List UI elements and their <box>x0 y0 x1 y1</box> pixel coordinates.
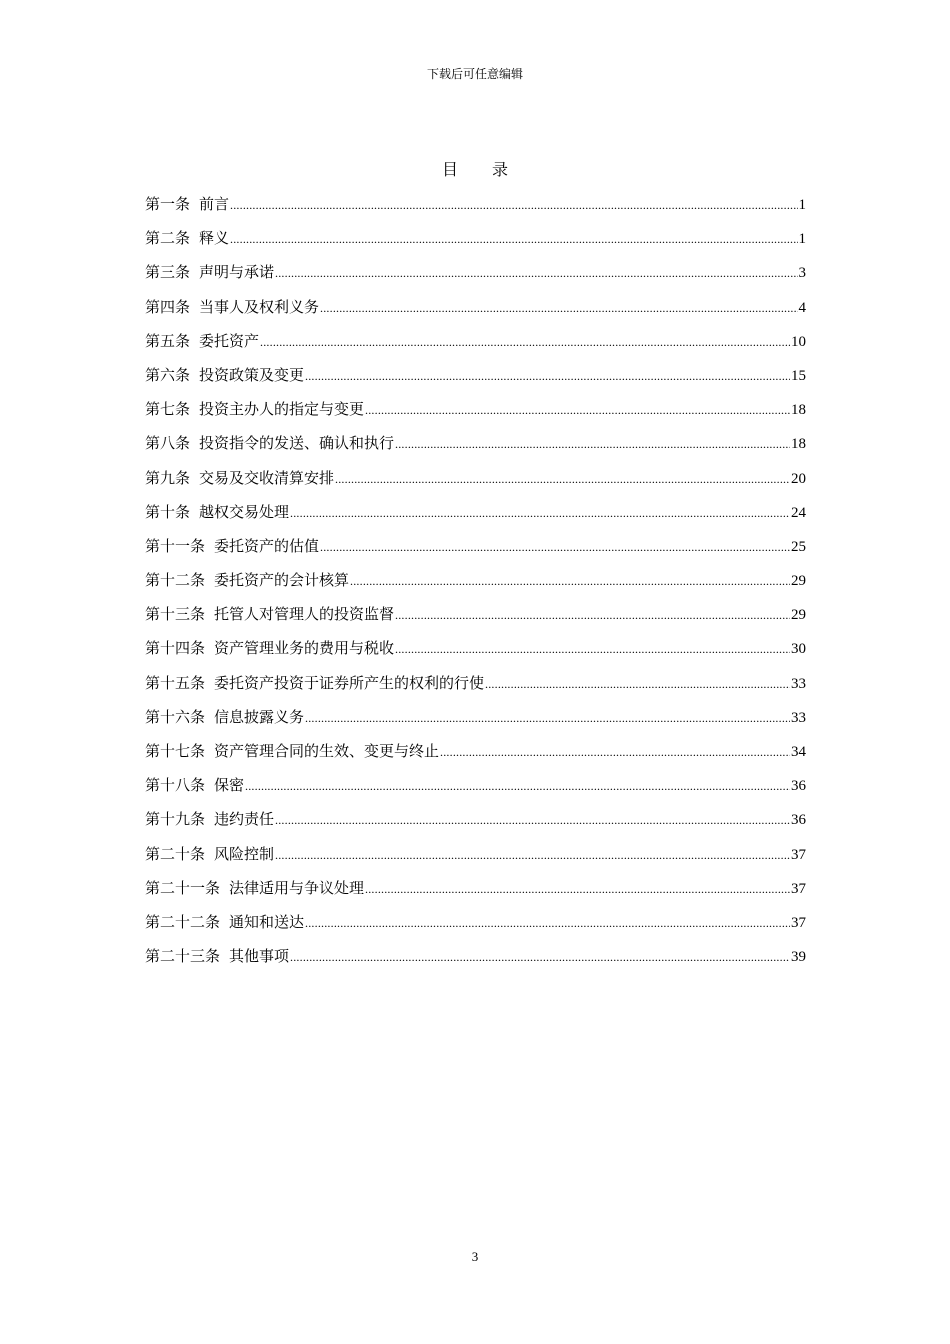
toc-item-page: 1 <box>798 231 806 248</box>
toc-title-left: 目 <box>441 162 458 179</box>
toc-leader-dots <box>275 262 797 284</box>
toc-item[interactable] <box>145 468 806 502</box>
toc-item[interactable] <box>145 809 806 843</box>
toc-item-title: 交易及交收清算安排 <box>199 470 335 487</box>
toc-leader-dots <box>320 536 790 558</box>
toc-item-page: 4 <box>798 299 806 316</box>
header-note: 下载后可任意编辑 <box>426 67 523 81</box>
toc-item-page: 24 <box>791 504 806 521</box>
toc-item-page: 33 <box>791 675 806 692</box>
toc-leader-dots <box>275 844 790 866</box>
toc-item-title: 投资主办人的指定与变更 <box>199 402 365 419</box>
toc-item-title: 声明与承诺 <box>199 265 275 282</box>
toc-item[interactable] <box>145 433 806 467</box>
toc-leader-dots <box>290 946 790 968</box>
toc-item-number: 第一条 <box>145 197 191 213</box>
toc-item-number: 第十八条 <box>145 778 206 795</box>
toc-item-title: 法律适用与争议处理 <box>229 880 365 897</box>
toc-item-number: 第八条 <box>145 436 191 453</box>
toc-item[interactable] <box>145 946 806 980</box>
toc-item[interactable] <box>145 331 806 365</box>
toc-item-number: 第三条 <box>145 265 191 282</box>
toc-item-number: 第二十二条 <box>145 914 221 931</box>
toc-item-number: 第十九条 <box>145 812 206 829</box>
toc-item-title: 其他事项 <box>229 949 290 966</box>
toc-item-number: 第六条 <box>145 367 191 384</box>
toc-leader-dots <box>440 741 790 763</box>
toc-item[interactable] <box>145 638 806 672</box>
toc-item-number: 第十二条 <box>145 573 206 590</box>
toc-item-number: 第二十三条 <box>145 949 221 966</box>
toc-leader-dots <box>305 707 790 729</box>
toc-leader-dots <box>350 570 790 592</box>
toc-leader-dots <box>245 775 790 797</box>
toc-item-number: 第十七条 <box>145 744 206 760</box>
toc-item-number: 第十一条 <box>145 538 206 555</box>
page-number: 3 <box>471 1249 479 1264</box>
toc-item-page: 18 <box>791 436 806 453</box>
toc-item[interactable] <box>145 365 806 399</box>
toc-item-page: 15 <box>791 367 806 384</box>
toc-item[interactable] <box>145 878 806 912</box>
toc-item[interactable] <box>145 194 806 228</box>
toc-item-page: 37 <box>791 846 806 863</box>
toc-item-number: 第九条 <box>145 470 191 487</box>
toc-item-title: 违约责任 <box>214 812 275 829</box>
toc-leader-dots <box>230 228 797 250</box>
toc-item-page: 25 <box>791 538 806 555</box>
toc-leader-dots <box>260 331 790 353</box>
toc-list <box>145 194 806 980</box>
toc-item[interactable] <box>145 570 806 604</box>
toc-item-page: 20 <box>791 470 806 487</box>
toc-item-page: 34 <box>791 744 806 760</box>
toc-title-right: 录 <box>492 162 509 179</box>
toc-item-number: 第七条 <box>145 402 191 419</box>
toc-item-page: 37 <box>791 914 806 931</box>
toc-leader-dots <box>485 673 790 695</box>
toc-item[interactable] <box>145 228 806 262</box>
toc-item-title: 委托资产的估值 <box>214 538 320 555</box>
toc-item-title: 前言 <box>199 197 230 213</box>
toc-item-number: 第十五条 <box>145 675 206 692</box>
toc-item[interactable] <box>145 673 806 707</box>
toc-item-title: 资产管理合同的生效、变更与终止 <box>214 744 440 760</box>
toc-item-title: 保密 <box>214 778 245 795</box>
toc-item-title: 越权交易处理 <box>199 504 290 521</box>
toc-item[interactable] <box>145 262 806 296</box>
toc-item-number: 第十条 <box>145 504 191 521</box>
toc-leader-dots <box>290 502 790 524</box>
toc-item-title: 释义 <box>199 231 230 248</box>
toc-item[interactable] <box>145 707 806 741</box>
toc-item-page: 10 <box>791 333 806 350</box>
toc-item-page: 36 <box>791 778 806 795</box>
toc-leader-dots <box>275 809 790 831</box>
toc-item[interactable] <box>145 604 806 638</box>
toc-item-number: 第二十条 <box>145 846 206 863</box>
toc-item[interactable] <box>145 297 806 331</box>
toc-item-title: 投资政策及变更 <box>199 367 305 384</box>
toc-leader-dots <box>320 297 797 319</box>
toc-item-page: 3 <box>798 265 806 282</box>
toc-item-title: 投资指令的发送、确认和执行 <box>199 436 395 453</box>
toc-leader-dots <box>365 878 790 900</box>
toc-item-page: 36 <box>791 812 806 829</box>
toc-leader-dots <box>395 433 790 455</box>
toc-leader-dots <box>305 365 790 387</box>
toc-item-page: 29 <box>791 607 806 624</box>
toc-item[interactable] <box>145 912 806 946</box>
toc-item-page: 18 <box>791 402 806 419</box>
toc-item-page: 39 <box>791 949 806 966</box>
toc-item-page: 37 <box>791 880 806 897</box>
toc-item-number: 第五条 <box>145 333 191 350</box>
toc-item-title: 信息披露义务 <box>214 709 305 726</box>
toc-item-number: 第十四条 <box>145 641 206 658</box>
toc-item-page: 30 <box>791 641 806 658</box>
toc-item-title: 委托资产投资于证券所产生的权利的行使 <box>214 675 485 692</box>
toc-item-title: 资产管理业务的费用与税收 <box>214 641 395 658</box>
toc-item[interactable] <box>145 844 806 878</box>
toc-leader-dots <box>305 912 790 934</box>
toc-leader-dots <box>365 399 790 421</box>
toc-item[interactable] <box>145 399 806 433</box>
toc-item-number: 第四条 <box>145 299 191 316</box>
toc-item-number: 第十三条 <box>145 607 206 624</box>
toc-leader-dots <box>335 468 790 490</box>
toc-item-number: 第二十一条 <box>145 880 221 897</box>
toc-item-title: 风险控制 <box>214 846 275 863</box>
toc-item[interactable] <box>145 741 806 775</box>
toc-item-title: 委托资产 <box>199 333 260 350</box>
toc-item[interactable] <box>145 502 806 536</box>
toc-title <box>0 160 950 182</box>
toc-item[interactable] <box>145 536 806 570</box>
toc-item[interactable] <box>145 775 806 809</box>
toc-leader-dots <box>230 194 797 216</box>
toc-item-page: 33 <box>791 709 806 726</box>
toc-item-title: 托管人对管理人的投资监督 <box>214 607 395 624</box>
toc-item-title: 当事人及权利义务 <box>199 299 320 316</box>
toc-leader-dots <box>395 638 790 660</box>
toc-item-number: 第十六条 <box>145 709 206 726</box>
toc-item-page: 1 <box>798 197 806 213</box>
toc-item-title: 通知和送达 <box>229 914 305 931</box>
toc-item-page: 29 <box>791 573 806 590</box>
toc-leader-dots <box>395 604 790 626</box>
toc-item-number: 第二条 <box>145 231 191 248</box>
toc-item-title: 委托资产的会计核算 <box>214 573 350 590</box>
